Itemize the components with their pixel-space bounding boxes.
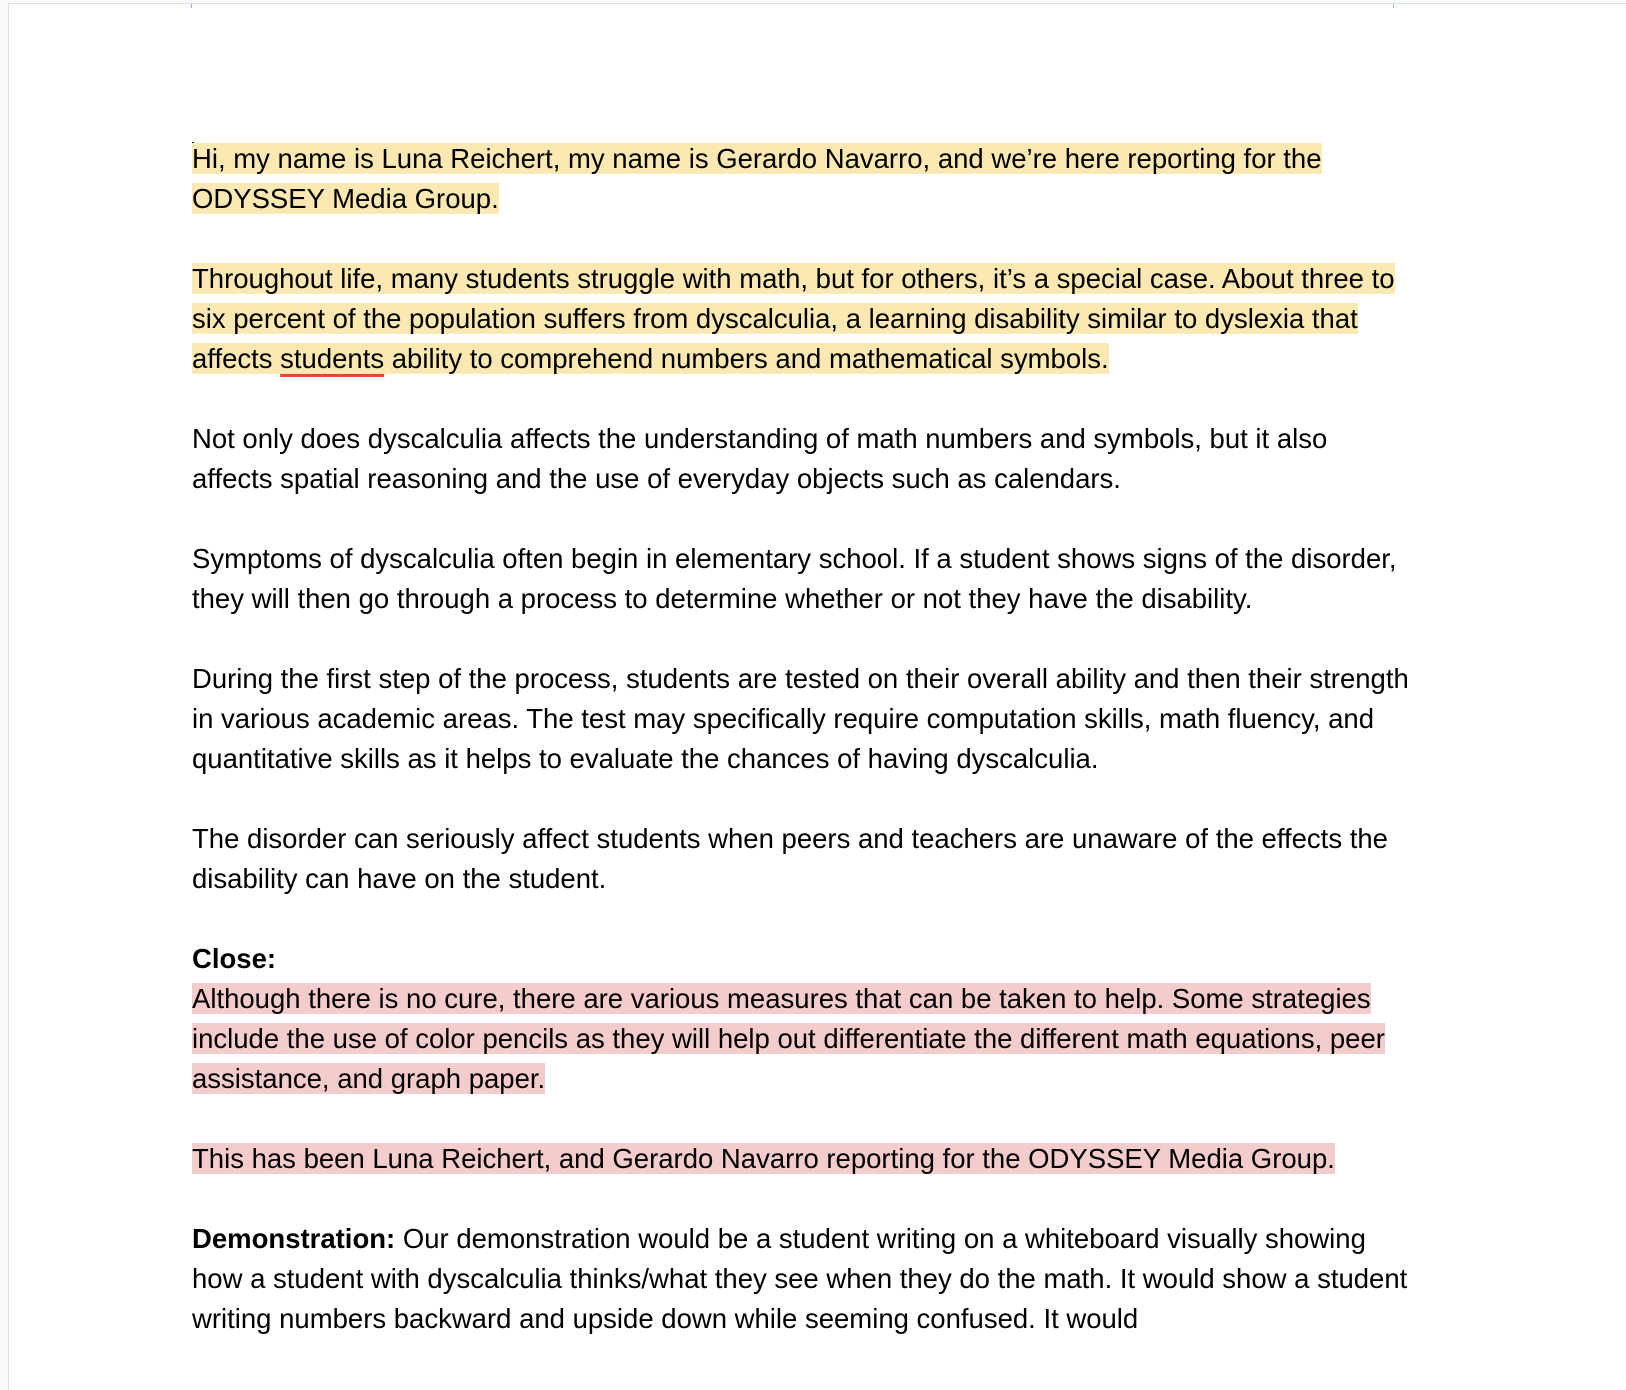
close-heading[interactable]: Close:: [192, 943, 277, 974]
left-margin-marker: [191, 4, 192, 8]
demonstration-label: Demonstration:: [192, 1223, 396, 1254]
demonstration-paragraph[interactable]: [192, 1219, 1412, 1339]
signoff-text: This has been Luna Reichert, and Gerardo Navarro reporting for the ODYSSEY Media Group.: [192, 1143, 1335, 1174]
misspelled-word[interactable]: students: [280, 343, 385, 374]
para2-text-end: ability to comprehend numbers and mathematical symbols.: [384, 343, 1109, 374]
testing-paragraph[interactable]: During the first step of the process, students are tested on their overall ability and then their strength in various academic areas. The test may specifically require computation skills, math fluency, and quantitative skills as it helps to evaluate the chances of having dyscalculia.: [192, 663, 1409, 774]
intro-paragraph[interactable]: [192, 139, 1412, 219]
document-body[interactable]: [192, 139, 1412, 1379]
close-paragraph[interactable]: [192, 979, 1412, 1099]
intro-odyssey: ODYSSEY: [192, 183, 325, 214]
dyscalculia-definition-paragraph[interactable]: [192, 259, 1412, 379]
effects-paragraph[interactable]: Not only does dyscalculia affects the understanding of math numbers and symbols, but it also affects spatial reasoning and the use of everyday objects such as calendars.: [192, 423, 1328, 494]
demonstration-text: Our demonstration would be a student writing on a whiteboard visually showing how a student with dyscalculia thinks/what they see when they do the math. It would show a student writing numbers backward and upside down while seeming confused. It would: [192, 1223, 1408, 1334]
impact-paragraph[interactable]: The disorder can seriously affect students when peers and teachers are unaware of the effects the disability can have on the student.: [192, 823, 1388, 894]
intro-line-2: Media Group.: [324, 183, 499, 214]
intro-line-1: Hi, my name is Luna Reichert, my name is Gerardo Navarro, and we’re here reporting for the: [192, 143, 1322, 174]
close-text: Although there is no cure, there are various measures that can be taken to help. Some strategies include the use of color pencils as they will help out differentiate the different math equations, peer assistance, and graph paper.: [192, 983, 1385, 1094]
para2-text-start: Throughout life, many students struggle with math, but for others, it’s a special case. About three to six percent of the population suffers from dyscalculia, a learning disability similar to dyslexia that affects: [192, 263, 1395, 374]
symptoms-paragraph[interactable]: Symptoms of dyscalculia often begin in elementary school. If a student shows signs of the disorder, they will then go through a process to determine whether or not they have the disability.: [192, 543, 1397, 614]
signoff-paragraph[interactable]: [192, 1139, 1412, 1179]
right-margin-marker: [1393, 4, 1394, 8]
